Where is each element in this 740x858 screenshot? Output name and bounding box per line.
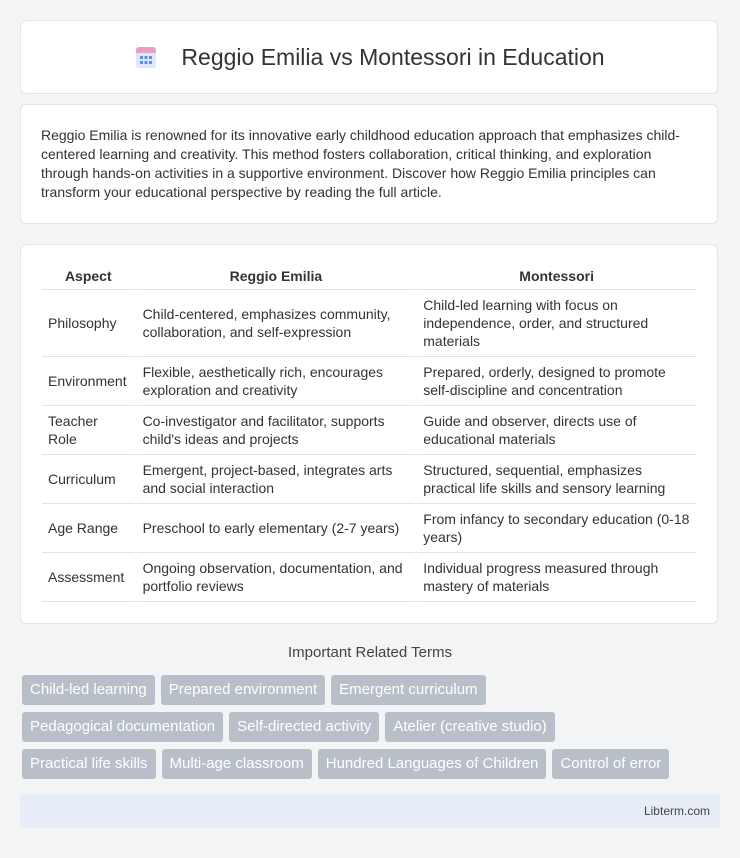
aspect-cell: Age Range <box>42 504 135 553</box>
tag-row <box>22 675 722 705</box>
aspect-cell: Environment <box>42 357 135 406</box>
tag-row <box>22 712 722 742</box>
montessori-cell: Prepared, orderly, designed to promote self-discipline and concentration <box>417 357 696 406</box>
comparison-table-card <box>20 244 718 624</box>
table-row <box>42 553 696 602</box>
footer <box>20 794 720 828</box>
header-montessori: Montessori <box>417 263 696 290</box>
table-row <box>42 290 696 357</box>
table-row <box>42 357 696 406</box>
page-title: Reggio Emilia vs Montessori in Education <box>181 43 605 70</box>
intro-card <box>20 104 718 224</box>
table-row <box>42 406 696 455</box>
reggio-cell: Preschool to early elementary (2-7 years) <box>137 504 416 553</box>
reggio-cell: Co-investigator and facilitator, supports child's ideas and projects <box>137 406 416 455</box>
header-reggio-emilia: Reggio Emilia <box>137 263 416 290</box>
related-terms-title: Important Related Terms <box>288 644 452 661</box>
reggio-cell: Child-centered, emphasizes community, collaboration, and self-expression <box>137 290 416 357</box>
comparison-table <box>40 263 698 602</box>
aspect-cell: Teacher Role <box>42 406 135 455</box>
aspect-cell: Assessment <box>42 553 135 602</box>
table-row <box>42 504 696 553</box>
table-header-row <box>42 263 696 290</box>
tag-prepared-environment[interactable]: Prepared environment <box>161 675 325 705</box>
tag-practical-life-skills[interactable]: Practical life skills <box>22 749 156 779</box>
tag-control-of-error[interactable]: Control of error <box>552 749 669 779</box>
tag-pedagogical-documentation[interactable]: Pedagogical documentation <box>22 712 223 742</box>
tag-row <box>22 749 722 779</box>
table-row <box>42 455 696 504</box>
tag-self-directed-activity[interactable]: Self-directed activity <box>229 712 379 742</box>
title-card <box>20 20 718 94</box>
montessori-cell: Individual progress measured through mastery of materials <box>417 553 696 602</box>
intro-text: Reggio Emilia is renowned for its innovative early childhood education approach that emphasizes child-centered learning and creativity. This method fosters collaboration, critical thinking, and exploration through hands-on activities in a supportive environment. Discover how Reggio Emilia principles can transform your educational perspective by reading the full article. <box>41 127 680 200</box>
aspect-cell: Curriculum <box>42 455 135 504</box>
related-terms-list <box>22 675 722 786</box>
tag-multi-age-classroom[interactable]: Multi-age classroom <box>162 749 312 779</box>
calendar-grid-icon <box>133 44 159 70</box>
footer-site-link[interactable]: Libterm.com <box>643 804 710 818</box>
tag-child-led-learning[interactable]: Child-led learning <box>22 675 155 705</box>
tag-atelier[interactable]: Atelier (creative studio) <box>385 712 554 742</box>
montessori-cell: From infancy to secondary education (0-18 years) <box>417 504 696 553</box>
tag-emergent-curriculum[interactable]: Emergent curriculum <box>331 675 485 705</box>
reggio-cell: Emergent, project-based, integrates arts and social interaction <box>137 455 416 504</box>
aspect-cell: Philosophy <box>42 290 135 357</box>
montessori-cell: Guide and observer, directs use of educational materials <box>417 406 696 455</box>
reggio-cell: Flexible, aesthetically rich, encourages exploration and creativity <box>137 357 416 406</box>
montessori-cell: Structured, sequential, emphasizes practical life skills and sensory learning <box>417 455 696 504</box>
reggio-cell: Ongoing observation, documentation, and portfolio reviews <box>137 553 416 602</box>
tag-hundred-languages[interactable]: Hundred Languages of Children <box>318 749 547 779</box>
header-aspect: Aspect <box>42 263 135 290</box>
montessori-cell: Child-led learning with focus on independence, order, and structured materials <box>417 290 696 357</box>
